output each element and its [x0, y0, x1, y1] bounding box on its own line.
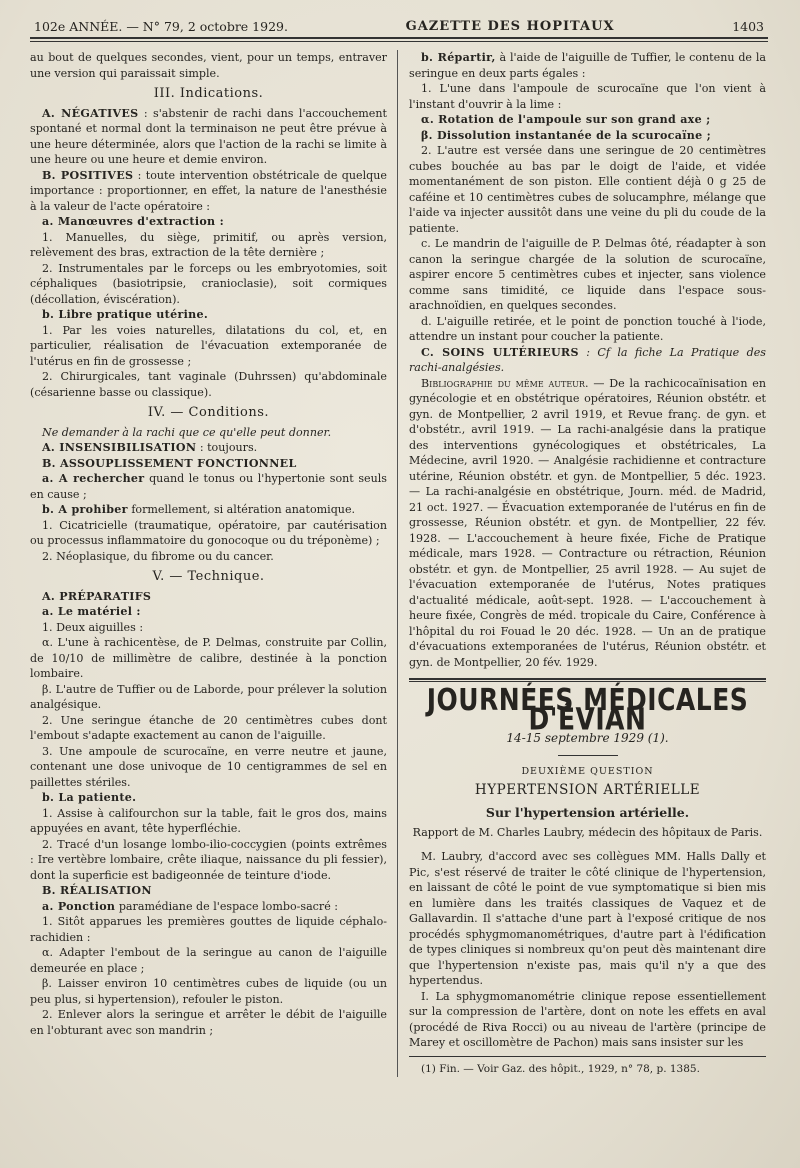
conditions-intro: Ne demander à la rachi que ce qu'elle peut donner.	[42, 425, 332, 439]
short-rule	[558, 755, 618, 756]
repartir-text: à l'aide de l'aiguille de Tuffier, le contenu de la seringue en deux parts égales :	[409, 51, 766, 80]
repartir-item-1b: β. Dissolution instantanée de la scurocaïne ;	[421, 128, 712, 142]
ponction-head: a. Ponction	[42, 899, 116, 913]
a-rechercher-head: a. A rechercher	[42, 472, 145, 485]
question-label: DEUXIÈME QUESTION	[521, 765, 654, 777]
patiente-item-1: 1. Assise à califourchon sur la table, fait le gros dos, mains appuyées en avant, tête hyperfléchie.	[30, 806, 387, 835]
article-paragraph-2: I. La sphygmomanométrie clinique repose essentiellement sur la compression de l'artère, dont on note les effets en aval (procédé de Riva Rocci) ou au niveau de l'artère (principe de Marey et oscillomètre de Pachon) mais sans insister sur les	[409, 989, 766, 1049]
repartir-head: b. Répartir,	[421, 51, 496, 64]
manoeuvres-head: a. Manœuvres d'extraction :	[42, 215, 224, 228]
negatives-head: A. NÉGATIVES	[42, 106, 139, 120]
materiel-item-1: 1. Deux aiguilles :	[42, 620, 144, 634]
materiel-item-2: 2. Une seringue étanche de 20 centimètres cubes dont l'embout s'adapte exactement au canon de l'aiguille.	[30, 713, 387, 742]
prohiber-item-2: 2. Néoplasique, du fibrome ou du cancer.	[42, 549, 274, 563]
ponction-item-1: 1. Sitôt apparues les premières gouttes de liquide céphalo-rachidien :	[30, 915, 387, 944]
patiente-head: b. La patiente.	[42, 791, 137, 804]
footnote-rule	[409, 1056, 766, 1057]
repartir-item-1a: α. Rotation de l'ampoule sur son grand axe ;	[421, 113, 711, 126]
section-technique-title: V. — Technique.	[152, 569, 265, 584]
soins-paragraph	[409, 345, 766, 376]
assouplissement-head: B. ASSOUPLISSEMENT FONCTIONNEL	[42, 456, 297, 470]
ponction-item-2: 2. Enlever alors la seringue et arrêter le débit de l'aiguille en l'obturant avec son mandrin ;	[30, 1008, 387, 1037]
journal-title: GAZETTE DES HOPITAUX	[405, 19, 615, 34]
preparatifs-head: A. PRÉPARATIFS	[42, 589, 152, 603]
negatives-text: : s'abstenir de rachi dans l'accouchement spontané et normal dont la terminaison ne peut être prévue à une heure déterminée, alors que l'action de la rachi se limite à une heure ou une heure et demie environ.	[30, 106, 387, 166]
a-rechercher-text: quand le tonus ou l'hypertonie sont seuls en cause ;	[30, 472, 387, 501]
repartir-item-d: d. L'aiguille retirée, et le point de ponction touché à l'iode, attendre un instant pour coucher la patiente.	[409, 314, 766, 343]
materiel-item-1a: α. L'une à rachicentèse, de P. Delmas, construite par Collin, de 10/10 de millimètre de calibre, destinée à la ponction lombaire.	[30, 636, 387, 680]
bibliography-head: Bibliographie du même auteur.	[421, 376, 589, 390]
repartir-item-1: 1. L'une dans l'ampoule de scurocaïne que l'on vient à l'instant d'ouvrir à la lime :	[409, 82, 766, 111]
positives-head: B. POSITIVES	[42, 168, 134, 182]
soins-head: C. SOINS ULTÉRIEURS	[421, 345, 579, 359]
repartir-item-2: 2. L'autre est versée dans une seringue de 20 centimètres cubes bouchée au bas par le doigt de l'aide, et vidée momentanément de son piston. Elle contient déjà 0 g 25 de caféine et 10 centimètres cubes de solucamphre, mélange que l'aide va injecter aussitôt dans une veine du pli du coude de la patiente.	[409, 144, 766, 235]
realisation-head: B. RÉALISATION	[42, 884, 152, 897]
article-separator	[409, 678, 766, 682]
libre-pratique-item-1: 1. Par les voies naturelles, dilatations du col, et, en particulier, réalisation de l'évacuation extemporanée de l'utérus en fin de grossesse ;	[30, 323, 387, 368]
materiel-item-3: 3. Une ampoule de scurocaïne, en verre neutre et jaune, contenant une dose univoque de 10 centigrammes de sel en paillettes stériles.	[30, 744, 387, 789]
materiel-head: a. Le matériel :	[42, 605, 141, 618]
negatives-paragraph	[30, 106, 387, 168]
ponction-item-1a: α. Adapter l'embout de la seringue au canon de l'aiguille demeurée en place ;	[30, 946, 387, 975]
a-prohiber-head: b. A prohiber	[42, 503, 128, 516]
header-rule	[30, 37, 768, 42]
insensibilisation-paragraph	[30, 440, 387, 456]
section-indications-title: III. Indications.	[153, 86, 264, 101]
insensibilisation-head: A. INSENSIBILISATION	[42, 441, 197, 454]
positives-paragraph	[30, 168, 387, 215]
journees-date: 14-15 septembre 1929 (1).	[506, 731, 669, 745]
page-number: 1403	[732, 19, 764, 34]
assouplissement-a	[30, 471, 387, 502]
manoeuvres-item-2: 2. Instrumentales par le forceps ou les embryotomies, soit céphaliques (basiotripsie, cranioclasie), soit cormiques (décollation, éviscération).	[30, 261, 387, 306]
patiente-item-2: 2. Tracé d'un losange lombo-ilio-coccygien (points extrêmes : Ire vertèbre lombaire, crête iliaque, naissance du pli fessier), dont la superficie est badigeonnée de teinture d'iode.	[30, 837, 387, 882]
libre-pratique-item-2: 2. Chirurgicales, tant vaginale (Duhrssen) qu'abdominale (césarienne basse ou classique).	[30, 370, 387, 399]
section-conditions-title: IV. — Conditions.	[147, 405, 270, 420]
journees-title: JOURNÉES MÉDICALES D'ÉVIAN	[426, 682, 749, 736]
positives-text: : toute intervention obstétricale de quelque importance : proportionner, en effet, la nature de l'anesthésie à la valeur de l'acte opératoire :	[30, 168, 387, 213]
left-column	[30, 50, 397, 1077]
intro-text: au bout de quelques secondes, vient, pour un temps, entraver une version qui paraissait simple.	[30, 51, 387, 80]
insensibilisation-text: : toujours.	[199, 441, 258, 454]
rapport-line: Rapport de M. Charles Laubry, médecin des hôpitaux de Paris.	[412, 826, 763, 839]
materiel-item-1b: β. L'autre de Tuffier ou de Laborde, pour prélever la solution analgésique.	[30, 682, 387, 711]
columns	[30, 50, 768, 1077]
footnote: (1) Fin. — Voir Gaz. des hôpit., 1929, n° 78, p. 1385.	[421, 1062, 700, 1075]
a-prohiber-text: formellement, si altération anatomique.	[131, 503, 356, 516]
ponction-text: paramédiane de l'espace lombo-sacré :	[118, 899, 339, 913]
article-subtitle: Sur l'hypertension artérielle.	[485, 804, 690, 820]
manoeuvres-item-1: 1. Manuelles, du siège, primitif, ou après version, relèvement des bras, extraction de la tête dernière ;	[30, 230, 387, 259]
topic-title: HYPERTENSION ARTÉRIELLE	[474, 782, 701, 798]
soins-text: : Cf la fiche La Pratique des rachi-analgésies.	[409, 345, 767, 374]
issue-info: 102e ANNÉE. — N° 79, 2 octobre 1929.	[34, 19, 288, 34]
ponction-paragraph	[30, 899, 387, 915]
prohiber-item-1: 1. Cicatricielle (traumatique, opératoire, par cautérisation ou processus inflammatoire du gonocoque ou du tréponème) ;	[30, 518, 387, 547]
libre-pratique-head: b. Libre pratique utérine.	[42, 308, 208, 321]
page-header	[30, 14, 768, 34]
assouplissement-b	[30, 502, 387, 518]
ponction-item-1b: β. Laisser environ 10 centimètres cubes de liquide (ou un peu plus, si hypertension), refouler le piston.	[30, 977, 387, 1006]
repartir-paragraph	[409, 50, 766, 81]
repartir-item-c: c. Le mandrin de l'aiguille de P. Delmas ôté, réadapter à son canon la seringue chargée de la solution de scurocaïne, aspirer encore 5 centimètres cubes et injecter, sans violence comme sans timidité, ce liquide dans l'espace sous-arachnoïdien, en quelques secondes.	[409, 237, 766, 312]
article-paragraph-1: M. Laubry, d'accord avec ses collègues MM. Halls Dally et Pic, s'est réservé de traiter le côté clinique de l'hypertension, en laissant de côté le point de vue symptomatique si bien mis en lumière dans les traités classiques de Vaquez et de Gallavardin. Il s'attache d'une part à l'exposé critique de nos procédés sphygmomanométriques, d'autre part à l'édification de types cliniques si nombreux qu'on peut dès maintenant dire que l'hypertension n'existe pas, mais qu'il n'y a que des hypertendus.	[409, 850, 766, 987]
right-column	[397, 50, 766, 1077]
bibliography	[409, 376, 766, 671]
bibliography-text: — De la rachicocaïnisation en gynécologie et en obstétrique opératoires, Réunion obstétr. et gyn. de Montpellier, 2 avril 1919, et Revue franç. de gyn. et d'obstétr., avril 1919. — La rachi-analgésie dans la pratique des interventions gynécologiques et obstétricales, La Médecine, avril 1920. — Analgésie rachidienne et contracture utérine, Réunion obstétr. et gyn. de Montpellier, 5 déc. 1923. — La rachi-analgésie en obstétrique, Journ. méd. de Madrid, 21 oct. 1927. — Évacuation extemporanée de l'utérus en fin de grossesse, Réunion obstétr. et gyn. de Montpellier, 22 fév. 1928. — L'accouchement à heure fixée, Fiche de Pratique médicale, mars 1928. — Contracture ou rétraction, Réunion obstétr. et gyn. de Montpellier, 25 avril 1928. — Au sujet de l'évacuation extemporanée de l'utérus, Notes pratiques d'actualité médicale, août-sept. 1928. — L'accouchement à heure fixée, Congrès de méd. tropicale du Caire, Conférence à l'hôpital du roi Fouad le 20 déc. 1928. — Un an de pratique d'évacuations extemporanées de l'utérus, Réunion obstétr. et gyn. de Montpellier, 20 fév. 1929.	[409, 376, 767, 669]
